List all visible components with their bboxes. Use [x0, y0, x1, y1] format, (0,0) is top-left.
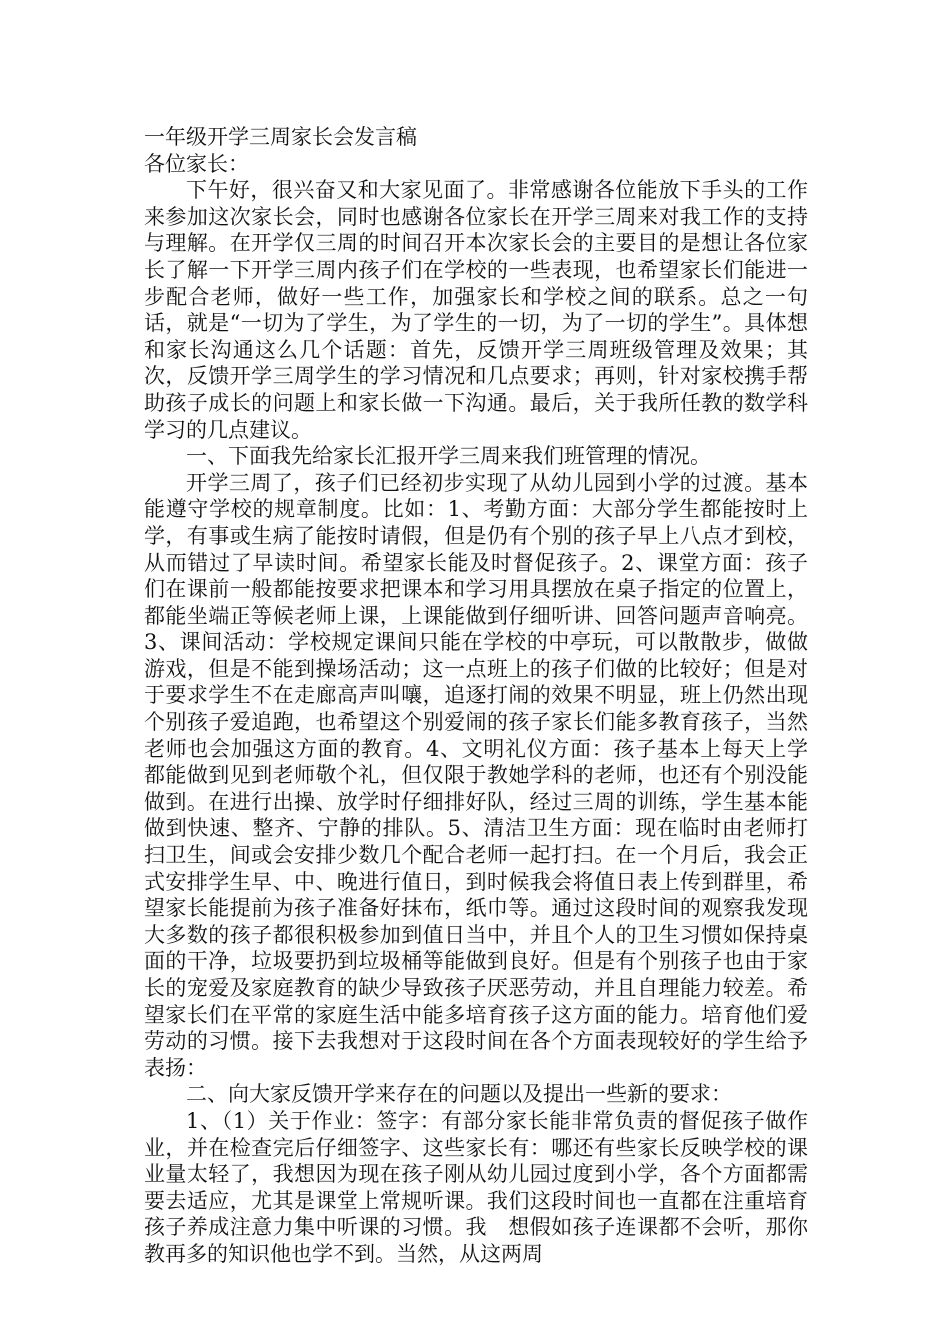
document-title: 一年级开学三周家长会发言稿: [144, 125, 417, 149]
salutation: 各位家长：: [144, 151, 249, 176]
paragraph-section-one-heading: 一、下面我先给家长汇报开学三周来我们班管理的情况。: [186, 444, 711, 469]
paragraph-class-management: 开学三周了，孩子们已经初步实现了从幼儿园到小学的过渡。基本能遵守学校的规章制度。比如：1、考勤方面：大部分学生都能按时上学，有事或生病了能按时请假，但是仍有个别的孩子早上八点才到校，从而错过了早读时间。希望家长能及时督促孩子。2、课堂方面：孩子们在课前一般都能按要求把课本和学习用具摆放在桌子指定的位置上，都能坐端正等候老师上课，上课能做到仔细听讲、回答问题声音响亮。3、课间活动：学校规定课间只能在学校的中亭玩，可以散散步，做做游戏，但是不能到操场活动；这一点班上的孩子们做的比较好；但是对于要求学生不在走廊高声叫嚷，追逐打闹的效果不明显，班上仍然出现个别孩子爱追跑，也希望这个别爱闹的孩子家长们能多教育孩子，当然老师也会加强这方面的教育。4、文明礼仪方面：孩子基本上每天上学都能做到见到老师敬个礼，但仅限于教她学科的老师，也还有个别没能做到。在进行出操、放学时仔细排好队，经过三周的训练，学生基本能做到快速、整齐、宁静的排队。5、清洁卫生方面：现在临时由老师打扫卫生，间或会安排少数几个配合老师一起打扫。在一个月后，我会正式安排学生早、中、晚进行值日，到时候我会将值日表上传到群里，希望家长能提前为孩子准备好抹布，纸巾等。通过这段时间的观察我发现大多数的孩子都很积极参加到值日当中，并且个人的卫生习惯如保持桌面的干净，垃圾要扔到垃圾桶等能做到良好。但是有个别孩子也由于家长的宠爱及家庭教育的缺少导致孩子厌恶劳动，并且自理能力较差。希望家长们在平常的家庭生活中能多培育孩子这方面的能力。培育他们爱劳动的习惯。接下去我想对于这段时间在各个方面表现较好的学生给予表扬：: [144, 470, 808, 1080]
document-page: [144, 124, 808, 1268]
paragraph-section-two-heading: 二、向大家反馈开学来存在的问题以及提出一些新的要求：: [186, 1082, 732, 1107]
paragraph-intro: 下午好，很兴奋又和大家见面了。非常感谢各位能放下手头的工作来参加这次家长会，同时也感谢各位家长在开学三周来对我工作的支持与理解。在开学仅三周的时间召开本次家长会的主要目的是想让各位家长了解一下开学三周内孩子们在学校的一些表现，也希望家长们能进一步配合老师，做好一些工作，加强家长和学校之间的联系。总之一句话，就是“一切为了学生，为了学生的一切，为了一切的学生”。具体想和家长沟通这么几个话题：首先，反馈开学三周班级管理及效果；其次，反馈开学三周学生的学习情况和几点要求；再则，针对家校携手帮助孩子成长的问题上和家长做一下沟通。最后，关于我所任教的数学科学习的几点建议。: [144, 178, 808, 442]
paragraph-homework: 1、（1）关于作业：签字：有部分家长能非常负责的督促孩子做作业，并在检查完后仔细签字、这些家长有：哪还有些家长反映学校的课业量太轻了，我想因为现在孩子刚从幼儿园过度到小学，各个方面都需要去适应，尤其是课堂上常规听课。我们这段时间也一直都在注重培育孩子养成注意力集中听课的习惯。我 想假如孩子连课都不会听，那你教再多的知识他也学不到。当然，从这两周: [144, 1108, 808, 1266]
